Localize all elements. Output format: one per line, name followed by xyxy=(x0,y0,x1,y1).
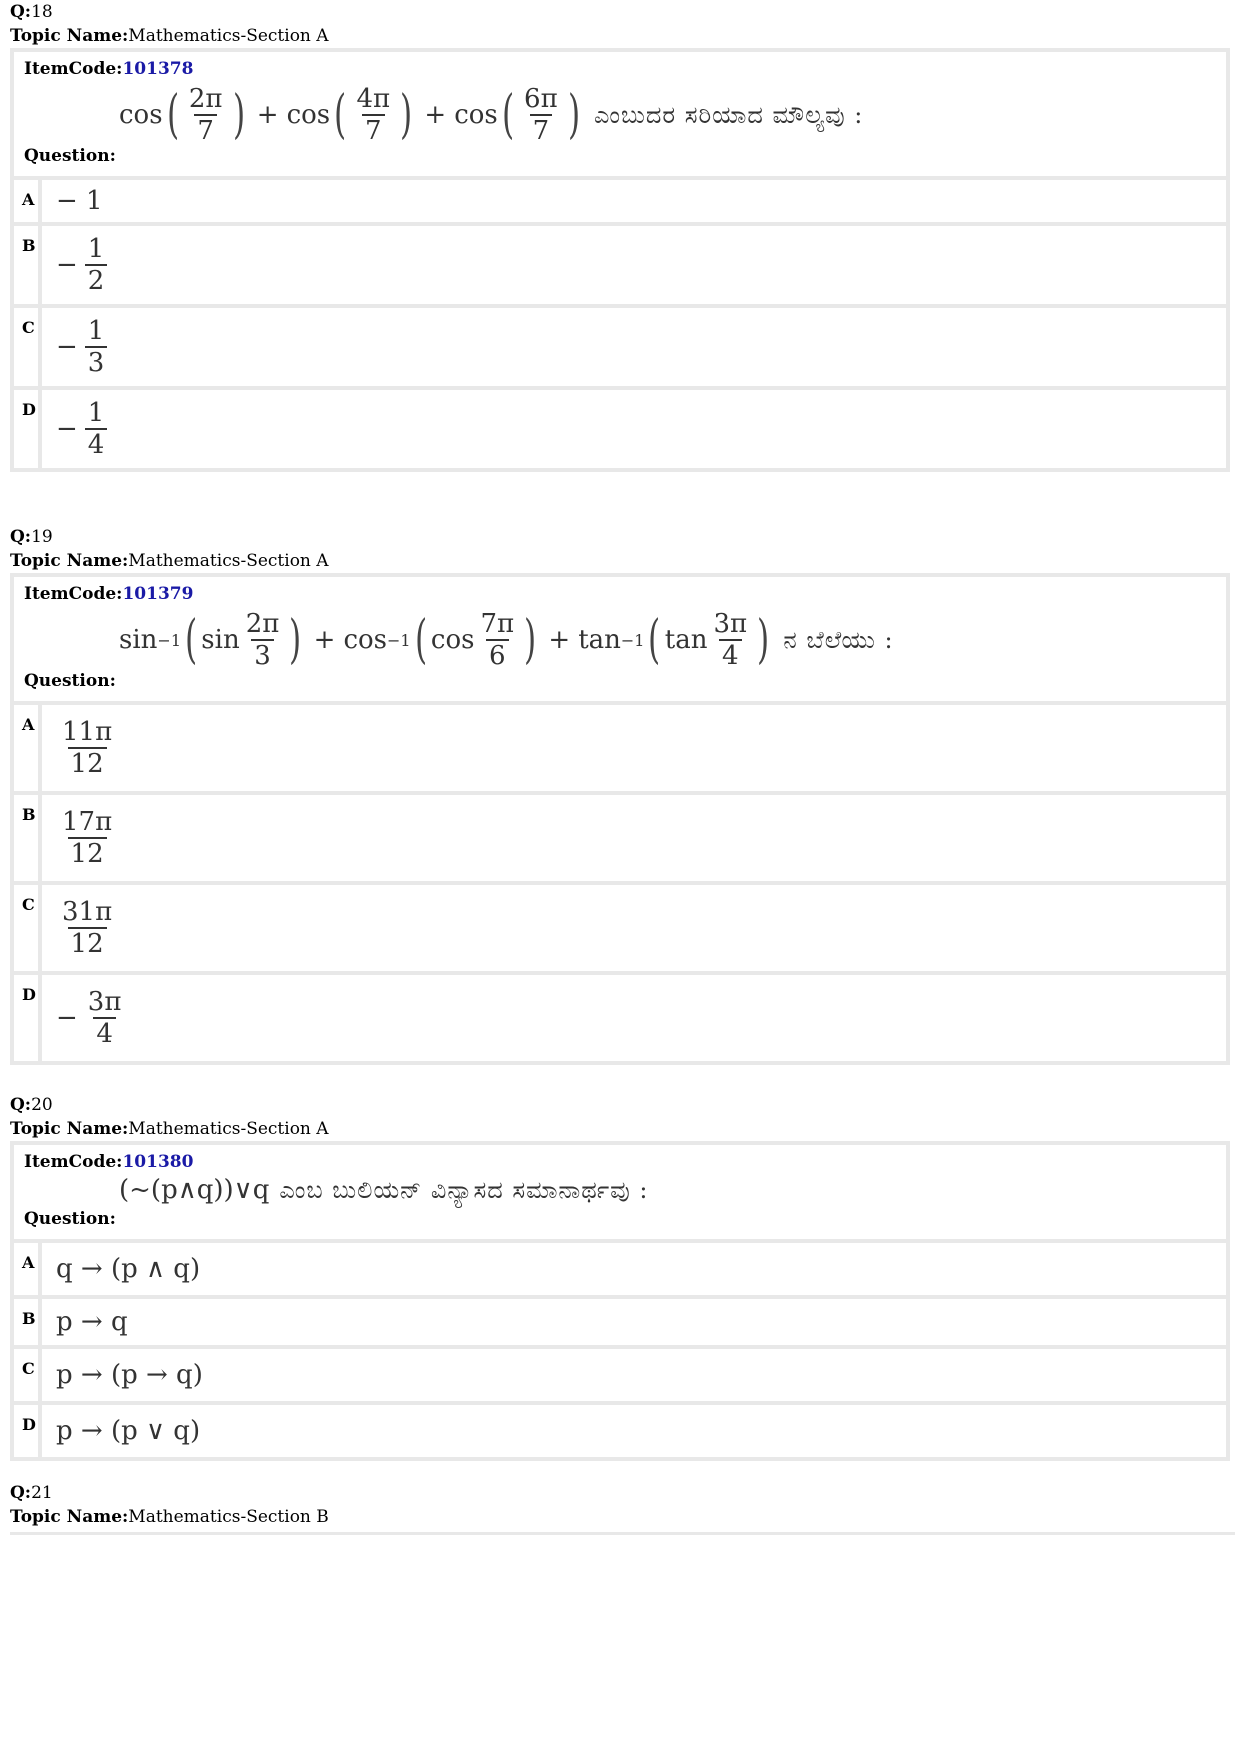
fraction xyxy=(59,717,115,779)
q-number: 20 xyxy=(31,1095,53,1115)
question-box xyxy=(10,48,1230,472)
denominator: 4 xyxy=(719,639,742,671)
question-number xyxy=(10,1093,1230,1117)
option-row[interactable] xyxy=(14,226,1226,304)
q-label: Q: xyxy=(10,527,32,547)
option-label: D xyxy=(14,1405,42,1457)
cos-fn: cos xyxy=(454,100,498,130)
plus-op: + xyxy=(313,625,336,655)
option-label: A xyxy=(14,1243,42,1295)
question-box xyxy=(10,573,1230,1065)
inverse-sup: −1 xyxy=(387,630,411,650)
topic-name: Mathematics-Section A xyxy=(128,551,329,571)
plus-op: + xyxy=(256,100,279,130)
option-label: B xyxy=(14,795,42,881)
plus-op: + xyxy=(424,100,447,130)
question-expression xyxy=(119,80,1216,150)
option-value xyxy=(42,308,1226,386)
option-row[interactable] xyxy=(14,1405,1226,1457)
option-label: D xyxy=(14,975,42,1061)
denominator: 12 xyxy=(68,747,107,779)
option-row[interactable] xyxy=(14,308,1226,386)
fraction xyxy=(59,807,115,869)
denominator: 4 xyxy=(85,428,108,460)
numerator: 11π xyxy=(62,717,113,747)
item-code-line xyxy=(24,58,1216,80)
denominator: 7 xyxy=(362,114,385,146)
fraction xyxy=(353,84,393,146)
numerator: 31π xyxy=(62,897,113,927)
fraction xyxy=(186,84,226,146)
option-label: C xyxy=(14,1349,42,1401)
cos-fn: cos xyxy=(286,100,331,130)
question-18 xyxy=(10,0,1230,472)
topic-label: Topic Name: xyxy=(10,1507,129,1527)
option-row[interactable] xyxy=(14,390,1226,468)
topic-line xyxy=(10,24,1230,48)
numerator: 2π xyxy=(188,84,223,114)
q-number: 21 xyxy=(31,1483,53,1503)
question-expression xyxy=(119,1173,1216,1207)
option-label: A xyxy=(14,705,42,791)
paren: ( xyxy=(185,610,198,670)
question-number xyxy=(10,0,1230,24)
topic-line xyxy=(10,549,1230,573)
fraction xyxy=(85,398,108,460)
option-row[interactable] xyxy=(14,1349,1226,1401)
question-19 xyxy=(10,525,1230,1065)
option-value xyxy=(42,885,1226,971)
option-value xyxy=(42,180,1226,222)
fraction xyxy=(521,84,561,146)
tan-fn: tan xyxy=(578,625,621,655)
numerator: 4π xyxy=(356,84,391,114)
option-value xyxy=(42,975,1226,1061)
numerator: 3π xyxy=(713,609,748,639)
numerator: 17π xyxy=(62,807,113,837)
option-label: D xyxy=(14,390,42,468)
option-label: B xyxy=(14,1299,42,1345)
kannada-text: ಎಂಬುದರ ಸರಿಯಾದ ಮೌಲ್ಯವು : xyxy=(593,101,864,129)
paren: ) xyxy=(524,610,537,670)
fraction xyxy=(85,987,125,1049)
question-label: Question: xyxy=(24,671,116,691)
question-box xyxy=(10,1141,1230,1461)
option-value xyxy=(42,1299,1226,1345)
option-text: p → q xyxy=(56,1307,128,1337)
paren: ( xyxy=(501,85,514,145)
option-text: p → (p ∨ q) xyxy=(56,1416,201,1446)
paren: ) xyxy=(400,85,413,145)
numerator: 1 xyxy=(87,398,105,428)
option-value xyxy=(42,1349,1226,1401)
inverse-sup: −1 xyxy=(620,630,645,650)
fraction xyxy=(85,316,108,378)
topic-name: Mathematics-Section A xyxy=(128,1119,329,1139)
q-label: Q: xyxy=(10,1483,32,1503)
question-label: Question: xyxy=(24,146,116,166)
question-stem xyxy=(14,577,1226,701)
numerator: 1 xyxy=(87,316,105,346)
option-row[interactable] xyxy=(14,795,1226,881)
option-label: C xyxy=(14,885,42,971)
denominator: 7 xyxy=(194,114,217,146)
denominator: 3 xyxy=(251,639,274,671)
item-code: 101379 xyxy=(122,584,194,604)
kannada-text: ನ ಬೆಲೆಯು : xyxy=(783,626,894,654)
cos-fn: cos xyxy=(119,100,163,130)
numerator: 3π xyxy=(87,987,122,1017)
item-code-line xyxy=(24,583,1216,605)
option-text: − 1 xyxy=(56,186,103,216)
question-number xyxy=(10,1481,1230,1505)
option-row[interactable] xyxy=(14,705,1226,791)
paren: ( xyxy=(334,85,347,145)
topic-name: Mathematics-Section B xyxy=(128,1507,329,1527)
plus-op: + xyxy=(548,625,571,655)
fraction xyxy=(710,609,750,671)
denominator: 6 xyxy=(486,639,509,671)
option-label: C xyxy=(14,308,42,386)
option-value xyxy=(42,705,1226,791)
question-20 xyxy=(10,1093,1230,1461)
denominator: 7 xyxy=(530,114,553,146)
question-stem xyxy=(14,52,1226,176)
option-row[interactable] xyxy=(14,1243,1226,1295)
option-value xyxy=(42,1243,1226,1295)
kannada-text: ಎಂಬ ಬುಲಿಯನ್ ವಿನ್ಯಾಸದ ಸಮಾನಾರ್ಥವು : xyxy=(279,1176,649,1204)
option-text: q → (p ∧ q) xyxy=(56,1254,201,1284)
numerator: 1 xyxy=(87,234,105,264)
paren: ) xyxy=(232,85,245,145)
question-expression xyxy=(119,605,1216,675)
numerator: 6π xyxy=(524,84,558,114)
minus-sign: − xyxy=(56,1003,78,1033)
paren: ) xyxy=(757,610,770,670)
topic-name: Mathematics-Section A xyxy=(128,26,329,46)
question-number xyxy=(10,525,1230,549)
fraction xyxy=(243,609,283,671)
numerator: 7π xyxy=(480,609,515,639)
section-divider xyxy=(10,1532,1235,1535)
sin-fn: sin xyxy=(119,625,158,655)
item-code: 101380 xyxy=(122,1152,194,1172)
option-value xyxy=(42,226,1226,304)
paren: ) xyxy=(289,610,302,670)
item-code-label: ItemCode: xyxy=(24,59,123,79)
paren: ) xyxy=(567,85,580,145)
fraction xyxy=(477,609,517,671)
minus-sign: − xyxy=(56,250,78,280)
topic-label: Topic Name: xyxy=(10,26,129,46)
option-label: B xyxy=(14,226,42,304)
topic-label: Topic Name: xyxy=(10,1119,129,1139)
topic-label: Topic Name: xyxy=(10,551,129,571)
paren: ( xyxy=(414,610,427,670)
inverse-sup: −1 xyxy=(157,630,181,650)
q-number: 18 xyxy=(31,2,53,22)
minus-sign: − xyxy=(56,332,78,362)
item-code-line xyxy=(24,1151,1216,1173)
q-number: 19 xyxy=(31,527,53,547)
q-label: Q: xyxy=(10,2,32,22)
denominator: 3 xyxy=(85,346,108,378)
boolean-expression: (~(p∧q))∨q xyxy=(119,1175,270,1205)
cos-fn: cos xyxy=(430,625,475,655)
minus-sign: − xyxy=(56,414,78,444)
topic-line xyxy=(10,1505,1230,1529)
topic-line xyxy=(10,1117,1230,1141)
paren: ( xyxy=(648,610,661,670)
option-row[interactable] xyxy=(14,1299,1226,1345)
question-21 xyxy=(10,1481,1230,1529)
numerator: 2π xyxy=(245,609,280,639)
option-row[interactable] xyxy=(14,180,1226,222)
option-value xyxy=(42,1405,1226,1457)
fraction xyxy=(59,897,115,959)
paren: ( xyxy=(166,85,179,145)
denominator: 2 xyxy=(85,264,108,296)
sin-fn: sin xyxy=(201,625,240,655)
option-value xyxy=(42,795,1226,881)
fraction xyxy=(85,234,108,296)
option-label: A xyxy=(14,180,42,222)
denominator: 12 xyxy=(68,837,107,869)
denominator: 4 xyxy=(93,1017,116,1049)
tan-fn: tan xyxy=(664,625,708,655)
question-stem xyxy=(14,1145,1226,1239)
denominator: 12 xyxy=(68,927,107,959)
item-code-label: ItemCode: xyxy=(24,584,123,604)
option-row[interactable] xyxy=(14,975,1226,1061)
q-label: Q: xyxy=(10,1095,32,1115)
option-row[interactable] xyxy=(14,885,1226,971)
option-text: p → (p → q) xyxy=(56,1360,203,1390)
cos-fn: cos xyxy=(343,625,387,655)
item-code: 101378 xyxy=(122,59,194,79)
question-label: Question: xyxy=(24,1209,116,1229)
item-code-label: ItemCode: xyxy=(24,1152,123,1172)
option-value xyxy=(42,390,1226,468)
